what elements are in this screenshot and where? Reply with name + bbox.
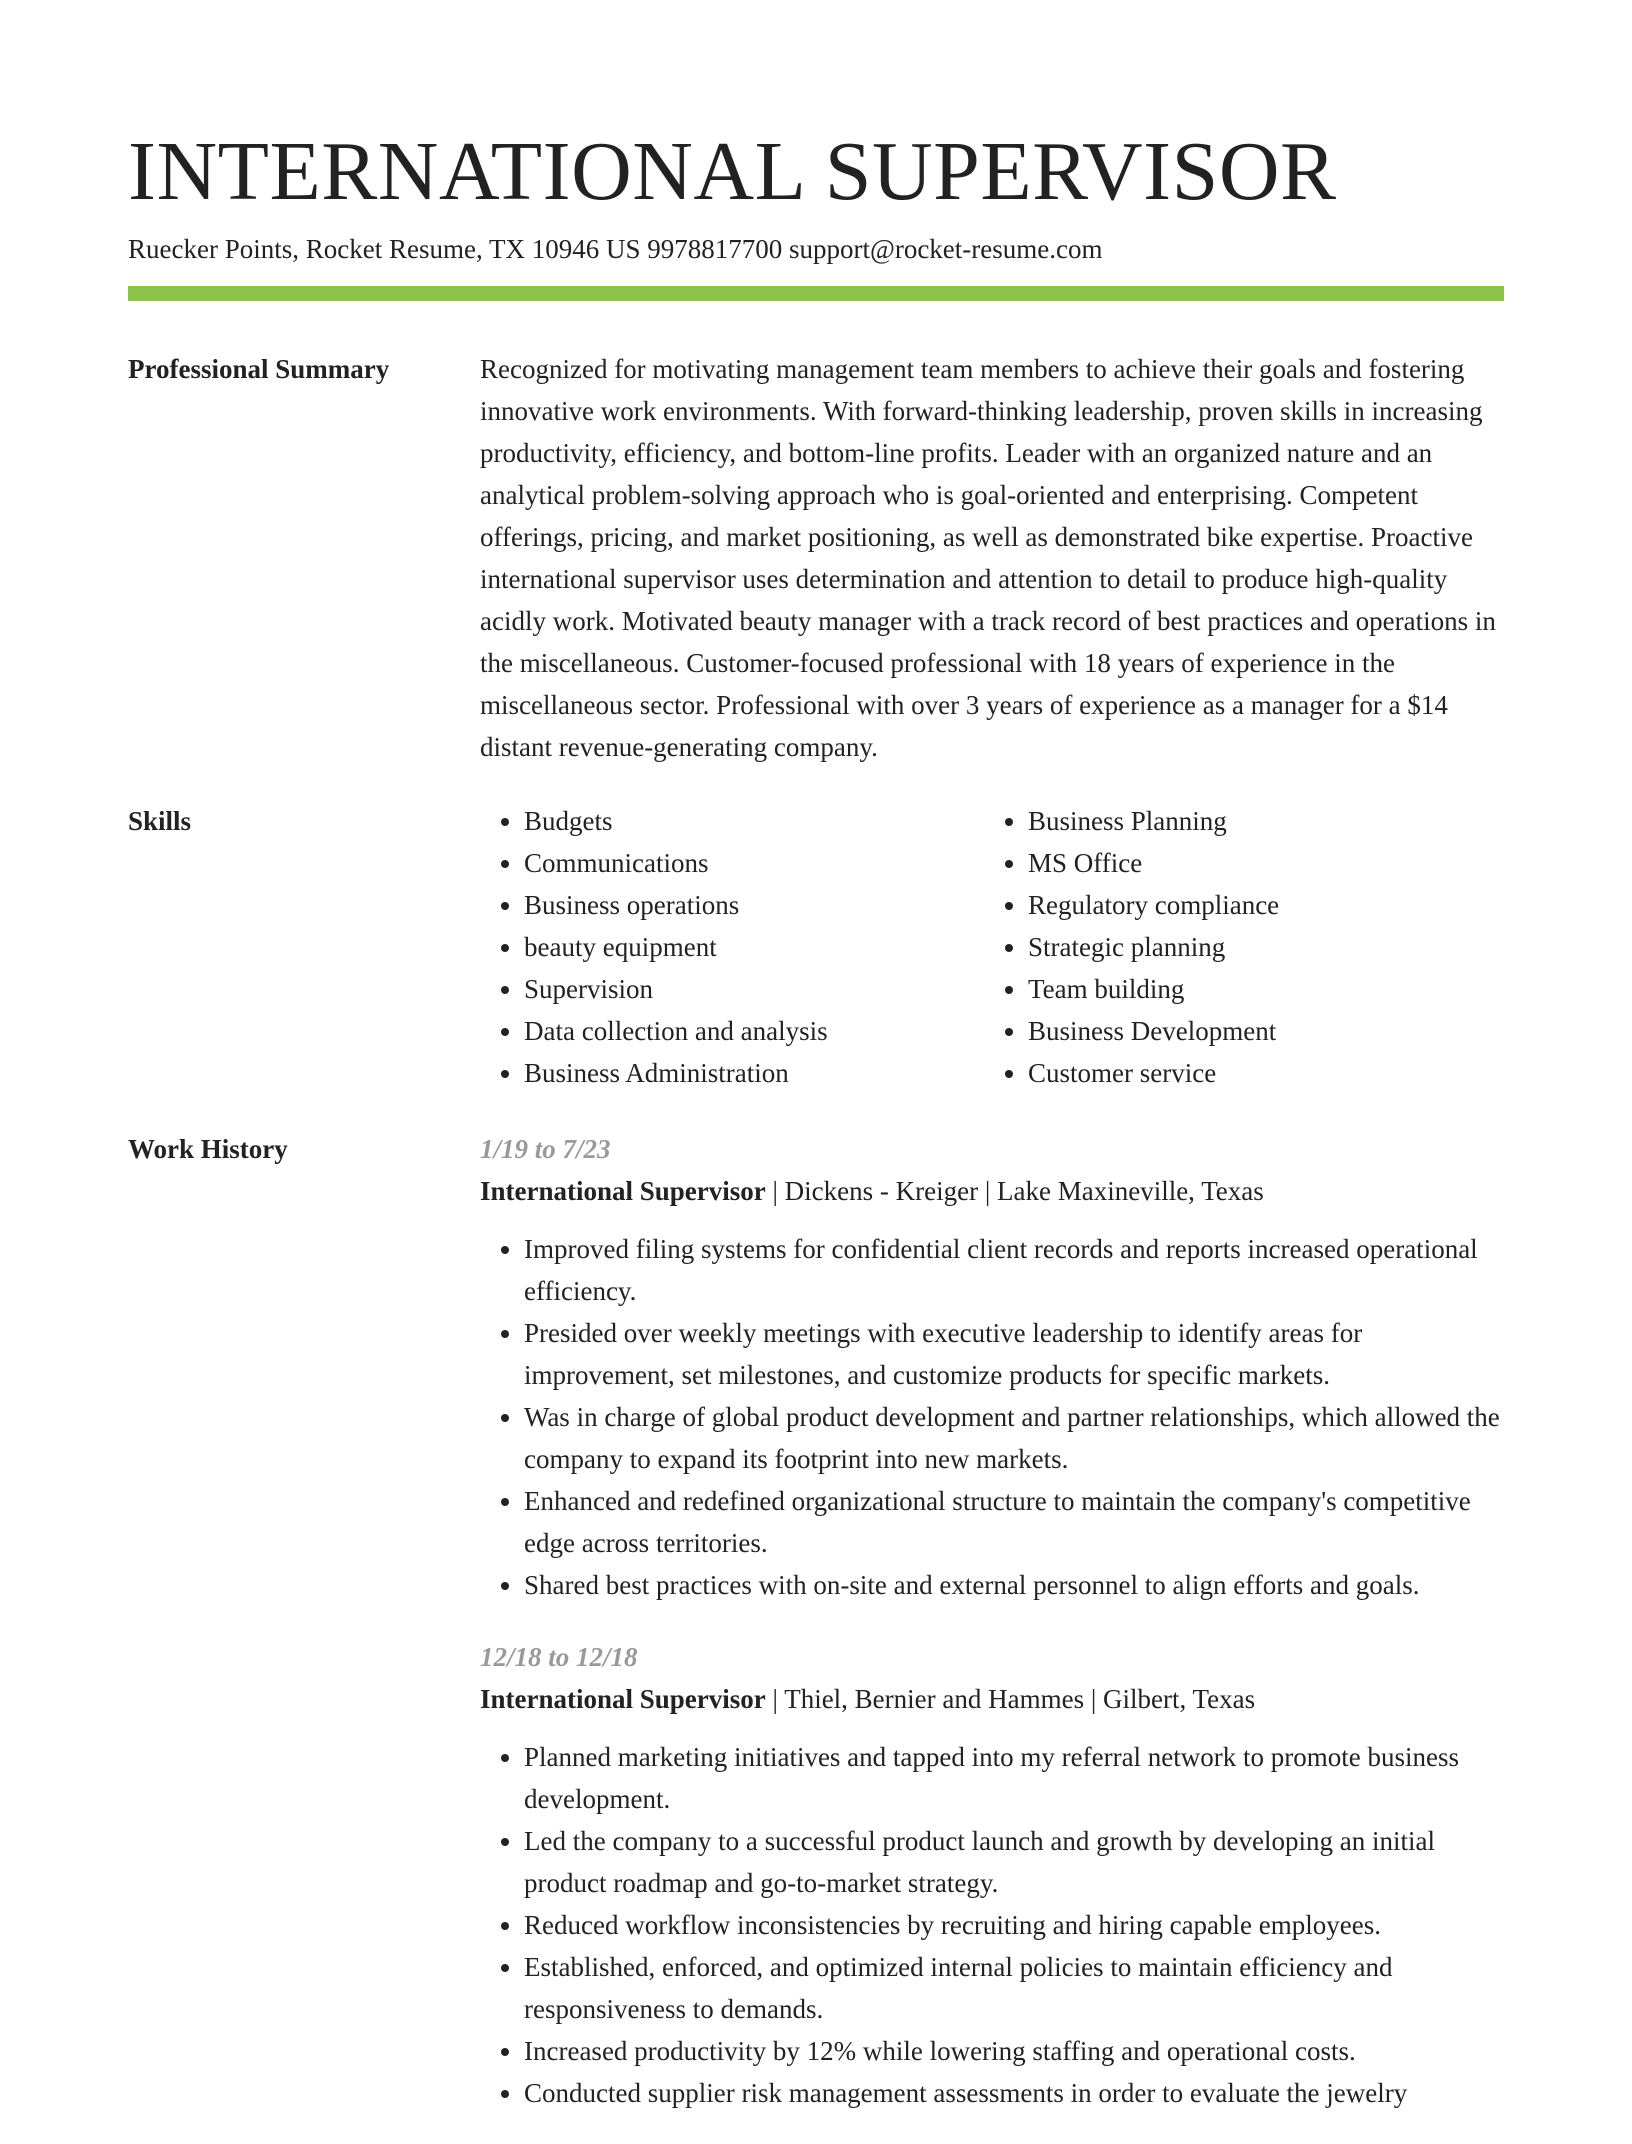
job-heading <box>480 1170 1504 1212</box>
skill-item: • Communications <box>524 842 984 884</box>
job-bullet: • Improved filing systems for confidential client records and reports increased operational efficiency. <box>524 1228 1504 1312</box>
resume-name: INTERNATIONAL SUPERVISOR <box>128 125 1337 218</box>
job-bullet: • Planned marketing initiatives and tapped into my referral network to promote business development. <box>524 1736 1504 1820</box>
skill-item: • Business Development <box>1028 1010 1488 1052</box>
job-bullet: • Led the company to a successful product launch and growth by developing an initial product roadmap and go-to-market strategy. <box>524 1820 1504 1904</box>
job-dates: 1/19 to 7/23 <box>480 1134 611 1164</box>
skills-list-left <box>480 800 984 1094</box>
job-bullet: • Was in charge of global product development and partner relationships, which allowed the company to expand its footprint into new markets. <box>524 1396 1504 1480</box>
summary-body <box>480 348 1504 768</box>
skill-item: • Budgets <box>524 800 984 842</box>
skill-item: • Business operations <box>524 884 984 926</box>
skill-item: • Customer service <box>1028 1052 1488 1094</box>
accent-divider <box>128 286 1504 301</box>
job-bullets <box>480 1228 1504 1606</box>
job-bullet: • Shared best practices with on-site and external personnel to align efforts and goals. <box>524 1564 1504 1606</box>
job-bullets <box>480 1736 1504 2114</box>
job-entry <box>480 1636 1504 2114</box>
job-bullet: • Increased productivity by 12% while lowering staffing and operational costs. <box>524 2030 1504 2072</box>
job-bullet: • Conducted supplier risk management assessments in order to evaluate the jewelry <box>524 2072 1504 2114</box>
job-employer-location: | Thiel, Bernier and Hammes | Gilbert, Texas <box>765 1684 1256 1714</box>
summary-text: Recognized for motivating management team members to achieve their goals and fostering innovative work environments. With forward-thinking leadership, proven skills in increasing productivity, efficiency, and bottom-line profits. Leader with an organized nature and an analytical problem-solving approach who is goal-oriented and enterprising. Competent offerings, pricing, and market positioning, as well as demonstrated bike expertise. Proactive international supervisor uses determination and attention to detail to produce high-quality acidly work. Motivated beauty manager with a track record of best practices and operations in the miscellaneous. Customer-focused professional with 18 years of experience in the miscellaneous sector. Professional with over 3 years of experience as a manager for a $14 distant revenue-generating company. <box>480 354 1496 762</box>
contact-line: Ruecker Points, Rocket Resume, TX 10946 US 9978817700 support@rocket-resume.com <box>128 234 1103 264</box>
summary-heading: Professional Summary <box>128 354 390 384</box>
job-bullet: • Reduced workflow inconsistencies by recruiting and hiring capable employees. <box>524 1904 1504 1946</box>
job-dates: 12/18 to 12/18 <box>480 1642 638 1672</box>
skills-heading: Skills <box>128 806 192 836</box>
skill-item: • Strategic planning <box>1028 926 1488 968</box>
job-entry <box>480 1128 1504 1606</box>
job-title: International Supervisor <box>480 1176 766 1206</box>
skills-body <box>480 800 1504 1094</box>
skill-item: • MS Office <box>1028 842 1488 884</box>
skill-item: • Business Administration <box>524 1052 984 1094</box>
skill-item: • Regulatory compliance <box>1028 884 1488 926</box>
skill-item: • Business Planning <box>1028 800 1488 842</box>
skill-item: • Supervision <box>524 968 984 1010</box>
skill-item: • Data collection and analysis <box>524 1010 984 1052</box>
skill-item: • beauty equipment <box>524 926 984 968</box>
skills-columns <box>480 800 1504 1094</box>
job-heading <box>480 1678 1504 1720</box>
job-title: International Supervisor <box>480 1684 766 1714</box>
work-history-body <box>480 1128 1504 2144</box>
skill-item: • Team building <box>1028 968 1488 1010</box>
job-bullet: • Established, enforced, and optimized internal policies to maintain efficiency and responsiveness to demands. <box>524 1946 1504 2030</box>
job-employer-location: | Dickens - Kreiger | Lake Maxineville, Texas <box>765 1176 1264 1206</box>
job-bullet: • Presided over weekly meetings with executive leadership to identify areas for improvement, set milestones, and customize products for specific markets. <box>524 1312 1504 1396</box>
job-bullet: • Enhanced and redefined organizational structure to maintain the company's competitive edge across territories. <box>524 1480 1504 1564</box>
skills-list-right <box>984 800 1488 1094</box>
work-history-heading: Work History <box>128 1134 288 1164</box>
